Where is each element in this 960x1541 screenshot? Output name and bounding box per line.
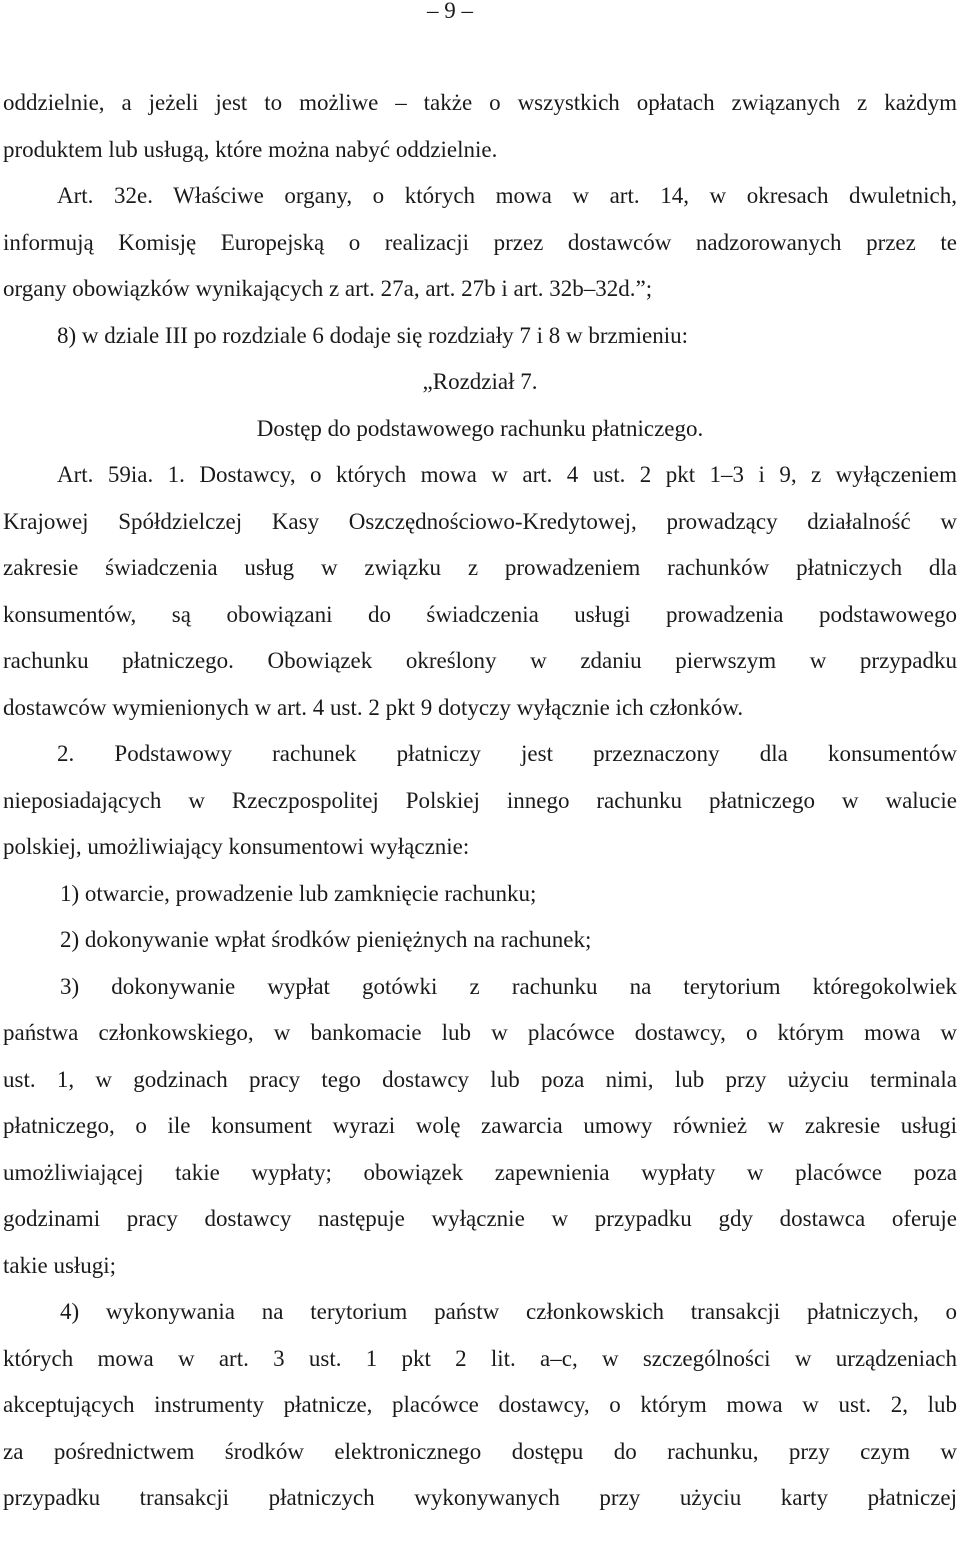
paragraph-2-line: 2. Podstawowy rachunek płatniczy jest przeznaczony dla konsumentów	[57, 741, 957, 766]
text-line: nieposiadających w Rzeczpospolitej Polskiej innego rachunku płatniczego w walucie	[3, 787, 957, 813]
text-line: Krajowej Spółdzielczej Kasy Oszczędnościowo-Kredytowej, prowadzący działalność w	[3, 508, 957, 534]
text-line: informują Komisję Europejską o realizacji przez dostawców nadzorowanych przez te	[3, 229, 957, 255]
text-line: polskiej, umożliwiający konsumentowi wyłącznie:	[3, 834, 470, 859]
article-32e-line: Art. 32e. Właściwe organy, o których mowa w art. 14, w okresach dwuletnich,	[57, 183, 957, 208]
list-item-1: 1) otwarcie, prowadzenie lub zamknięcie rachunku;	[60, 880, 537, 906]
text-line: państwa członkowskiego, w bankomacie lub w placówce dostawcy, o którym mowa w	[3, 1020, 957, 1045]
text-line: zakresie świadczenia usług w związku z prowadzeniem rachunków płatniczych dla	[3, 555, 957, 580]
amendment-point-8: 8) w dziale III po rozdziale 6 dodaje się rozdziały 7 i 8 w brzmieniu:	[57, 322, 688, 348]
list-item-3: 3) dokonywanie wypłat gotówki z rachunku na terytorium któregokolwiek	[60, 973, 957, 999]
text-line: oddzielnie, a jeżeli jest to możliwe – także o wszystkich opłatach związanych z każdym	[3, 90, 957, 115]
chapter-heading: „Rozdział 7.	[422, 369, 538, 394]
text-line: dostawców wymienionych w art. 4 ust. 2 pkt 9 dotyczy wyłącznie ich członków.	[3, 694, 744, 720]
list-item-4: 4) wykonywania na terytorium państw członkowskich transakcji płatniczych, o	[60, 1299, 957, 1324]
text-line: konsumentów, są obowiązani do świadczenia usługi prowadzenia podstawowego	[3, 601, 957, 627]
document-body	[3, 80, 957, 1522]
text-line: organy obowiązków wynikających z art. 27a, art. 27b i art. 32b–32d.”;	[3, 276, 653, 301]
list-item-2: 2) dokonywanie wpłat środków pieniężnych na rachunek;	[60, 927, 592, 952]
text-line: umożliwiającej takie wypłaty; obowiązek zapewnienia wypłaty w placówce poza	[3, 1159, 957, 1185]
text-line: rachunku płatniczego. Obowiązek określony w zdaniu pierwszym w przypadku	[3, 648, 957, 673]
text-line: przypadku transakcji płatniczych wykonywanych przy użyciu karty płatniczej	[3, 1485, 957, 1510]
text-line: za pośrednictwem środków elektronicznego dostępu do rachunku, przy czym w	[3, 1438, 957, 1464]
article-59ia-line: Art. 59ia. 1. Dostawcy, o których mowa w art. 4 ust. 2 pkt 1–3 i 9, z wyłączeniem	[57, 462, 957, 487]
text-line: produktem lub usługą, które można nabyć oddzielnie.	[3, 136, 498, 162]
text-line: akceptujących instrumenty płatnicze, placówce dostawcy, o którym mowa w ust. 2, lub	[3, 1392, 957, 1417]
text-line: takie usługi;	[3, 1252, 117, 1278]
text-line: ust. 1, w godzinach pracy tego dostawcy lub poza nimi, lub przy użyciu terminala	[3, 1066, 957, 1092]
text-line: których mowa w art. 3 ust. 1 pkt 2 lit. a–c, w szczególności w urządzeniach	[3, 1345, 957, 1371]
chapter-title: Dostęp do podstawowego rachunku płatniczego.	[256, 415, 704, 441]
text-line: godzinami pracy dostawcy następuje wyłącznie w przypadku gdy dostawca oferuje	[3, 1206, 957, 1231]
page-number: – 9 –	[427, 0, 473, 23]
text-line: płatniczego, o ile konsument wyrazi wolę zawarcia umowy również w zakresie usługi	[3, 1113, 957, 1138]
